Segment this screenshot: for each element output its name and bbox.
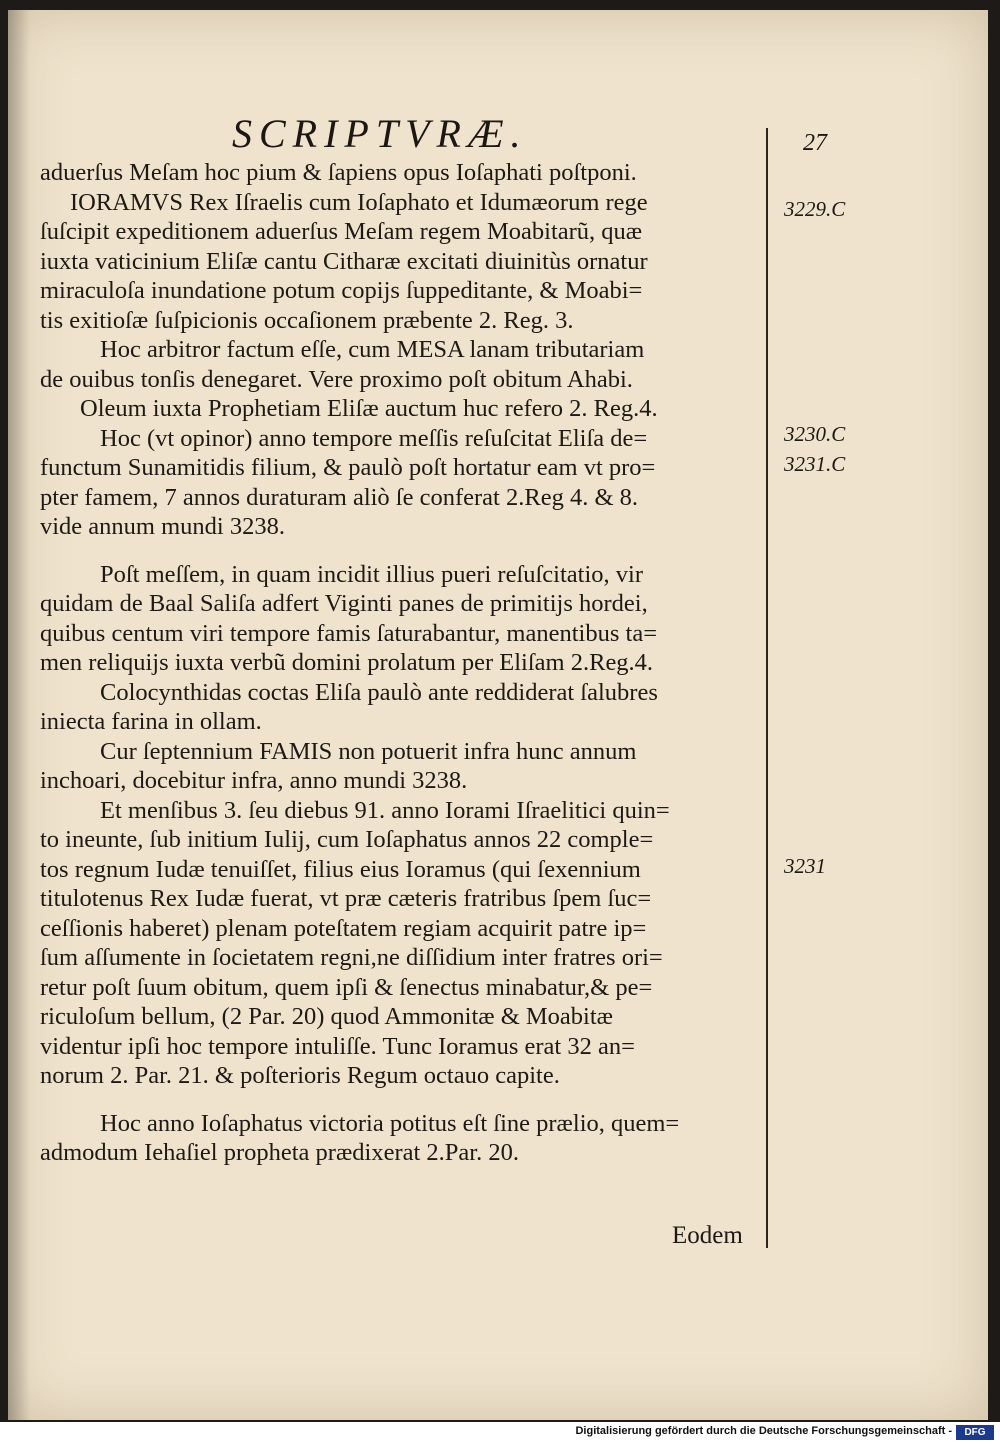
text-line: men reliquijs iuxta verbũ domini prolatum per Eliſam 2.Reg.4. (40, 649, 654, 676)
text-line: ceſſionis haberet) plenam poteſtatem regiam acquirit patre ip= (40, 914, 647, 942)
text-line: titulotenus Rex Iudæ fuerat, vt præ cæteris fratribus ſpem ſuc= (40, 885, 652, 912)
text-line: Cur ſeptennium FAMIS non potuerit infra hunc annum (100, 737, 637, 765)
text-line: Poſt meſſem, in quam incidit illius pueri reſuſcitatio, vir (100, 560, 643, 588)
marginal-year: 3231.C (784, 452, 846, 476)
text-line: functum Sunamitidis filium, & paulò poſt hortatur eam vt pro= (40, 454, 656, 481)
text-line: miraculoſa inundatione potum copijs ſuppeditante, & Moabi= (40, 277, 643, 304)
body-text (40, 158, 760, 1168)
catchword: Eodem (672, 1222, 743, 1249)
marginal-year: 3231 (784, 854, 826, 878)
text-line: Hoc arbitror factum eſſe, cum MESA lanam tributariam (100, 336, 645, 363)
text-line: norum 2. Par. 21. & poſterioris Regum octauo capite. (40, 1062, 560, 1089)
text-line: to ineunte, ſub initium Iulij, cum Ioſaphatus annos 22 comple= (40, 826, 654, 853)
text-line: videntur ipſi hoc tempore intuliſſe. Tunc Ioramus erat 32 an= (40, 1032, 635, 1060)
marginal-year: 3230.C (784, 422, 846, 446)
text-line: inchoari, docebitur infra, anno mundi 3238. (40, 767, 468, 794)
text-line: riculoſum bellum, (2 Par. 20) quod Ammonitæ & Moabitæ (40, 1003, 614, 1030)
page-number: 27 (803, 130, 827, 156)
text-line: Hoc anno Ioſaphatus victoria potitus eſt ſine prælio, quem= (100, 1109, 680, 1137)
text-line: tos regnum Iudæ tenuiſſet, filius eius Ioramus (qui ſexennium (40, 855, 641, 883)
text-line: quidam de Baal Saliſa adfert Viginti panes de primitijs hordei, (40, 590, 648, 617)
running-head: SCRIPTVRÆ. (232, 111, 528, 156)
footer-credit: Digitalisierung gefördert durch die Deutsche Forschungsgemeinschaft - (575, 1425, 952, 1437)
text-line: aduerſus Meſam hoc pium & ſapiens opus Ioſaphati poſtponi. (40, 159, 637, 186)
text-line: ſuſcipit expeditionem aduerſus Meſam regem Moabitarũ, quæ (40, 218, 643, 245)
text-line: Colocynthidas coctas Eliſa paulò ante reddiderat ſalubres (100, 678, 658, 706)
text-line: IORAMVS Rex Iſraelis cum Ioſaphato et Idumæorum rege (70, 188, 648, 216)
text-line: quibus centum viri tempore famis ſaturabantur, manentibus ta= (40, 619, 658, 647)
text-line: iniecta farina in ollam. (40, 708, 262, 735)
text-line: iuxta vaticinium Eliſæ cantu Citharæ excitati diuinitùs ornatur (40, 247, 648, 275)
text-line: Et menſibus 3. ſeu diebus 91. anno Iorami Iſraelitici quin= (100, 796, 670, 824)
footer-bar (0, 1422, 1000, 1444)
margin-rule (766, 128, 768, 1248)
text-line: ſum aſſumente in ſocietatem regni,ne diſſidium inter fratres ori= (40, 944, 663, 971)
text-line: admodum Iehaſiel propheta prædixerat 2.Par. 20. (40, 1139, 519, 1166)
text-line: Oleum iuxta Prophetiam Eliſæ auctum huc refero 2. Reg.4. (80, 395, 658, 422)
text-line: pter famem, 7 annos duraturam aliò ſe conferat 2.Reg 4. & 8. (40, 483, 639, 511)
text-line: tis exitioſæ ſuſpicionis occaſionem præbente 2. Reg. 3. (40, 306, 574, 334)
text-line: retur poſt ſuum obitum, quem ipſi & ſenectus minabatur,& pe= (40, 973, 653, 1001)
text-line: Hoc (vt opinor) anno tempore meſſis reſuſcitat Eliſa de= (100, 424, 648, 452)
marginal-year: 3229.C (784, 197, 846, 221)
text-line: vide annum mundi 3238. (40, 513, 285, 540)
page-gutter-shadow (8, 10, 30, 1420)
text-line: de ouibus tonſis denegaret. Vere proximo poſt obitum Ahabi. (40, 365, 633, 393)
dfg-logo: DFG (956, 1425, 994, 1440)
